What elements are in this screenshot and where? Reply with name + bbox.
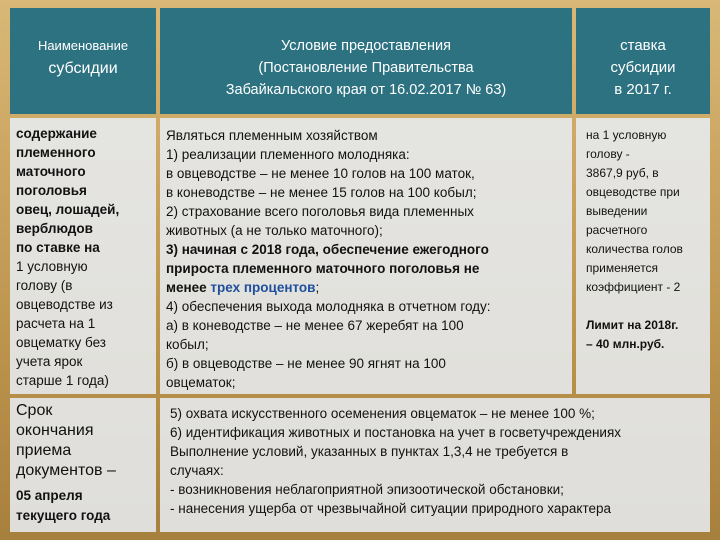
rate-line: количества голов [586,242,683,256]
deadline-label-line: документов – [16,462,116,479]
condition-line: б) в овцеводстве – не менее 90 ягнят на 100 [166,356,446,371]
header-subsidy-name-line1: Наименование [37,38,129,53]
header-rate [576,8,710,114]
condition-line: в овцеводстве – не менее 10 голов на 100 маток, [166,166,475,181]
subsidy-table [10,8,710,532]
header-subsidy-name-line2: субсидии [48,60,118,77]
header-condition-line: Забайкальского края от 16.02.2017 № 63) [225,82,507,98]
deadline-date-line: текущего года [16,508,111,523]
condition-text: ; [315,280,320,295]
condition-line: а) в коневодстве – не менее 67 жеребят на 100 [166,318,464,333]
condition-line: 1) реализации племенного молодняка: [166,147,410,162]
deadline-label-line: окончания [16,422,94,439]
header-condition [160,8,572,114]
condition-line: - нанесения ущерба от чрезвычайной ситуации природного характера [170,501,612,516]
condition-line: животных (а не только маточного); [166,223,383,238]
rate-line: выведении [586,204,648,218]
deadline-label-line: приема [16,442,72,459]
condition-line: случаях: [170,463,224,478]
subsidy-name-line: содержание [16,126,97,141]
condition-line: прироста племенного маточного поголовья не [166,261,480,276]
condition-line: кобыл; [166,337,209,352]
header-rate-line: ставка [620,37,666,54]
condition-line: 6) идентификация животных и постановка на учет в госветучреждениях [170,425,622,440]
rate-line: голову - [586,147,630,161]
subsidy-name-line: маточного [16,164,86,179]
subsidy-name-line: голову (в [16,278,73,293]
condition-line: 3) начиная с 2018 года, обеспечение ежегодного [166,242,489,257]
row1-subsidy-name [10,118,156,394]
subsidy-name-line: старше 1 года) [16,373,109,388]
condition-line: - возникновения неблагоприятной эпизоотической обстановки; [170,482,564,497]
header-condition-line: (Постановление Правительства [258,60,474,76]
rate-line: овцеводстве при [586,185,680,199]
deadline-date-line: 05 апреля [16,488,83,503]
rate-line: коэффициент - 2 [586,280,681,294]
subsidy-name-line: племенного [16,145,96,160]
deadline-label-line: Срок [16,402,53,419]
subsidy-name-line: поголовья [16,183,87,198]
subsidy-name-line: овец, лошадей, [16,202,120,217]
subsidy-name-line: расчета на 1 [16,316,96,331]
condition-line: в коневодстве – не менее 15 голов на 100 кобыл; [166,185,477,200]
subsidy-name-line: 1 условную [16,259,88,274]
subsidy-name-line: верблюдов [16,221,93,236]
rate-line: 3867,9 руб, в [586,166,659,180]
limit-line: Лимит на 2018г. [586,318,679,332]
header-rate-line: субсидии [610,59,676,76]
header-condition-line: Условие предоставления [281,38,451,54]
subsidy-name-line: учета ярок [16,354,83,369]
rate-line: применяется [586,261,659,275]
header-rate-line: в 2017 г. [614,81,672,98]
row1-rate [576,118,710,394]
rate-line: на 1 условную [586,128,667,142]
row2-deadline [10,398,156,532]
row2-conditions [160,398,710,532]
subsidy-name-line: по ставке на [16,240,100,255]
rate-line: расчетного [586,223,648,237]
condition-line: овцематок; [166,375,236,390]
subsidy-name-line: овцеводстве из [16,297,113,312]
condition-line: 2) страхование всего поголовья вида племенных [166,204,474,219]
limit-line: – 40 млн.руб. [586,337,665,351]
subsidy-name-line: овцематку без [16,335,106,350]
condition-text: менее [166,280,211,295]
condition-line [166,280,319,295]
three-percent-highlight: трех процентов [210,280,316,295]
condition-line: 4) обеспечения выхода молодняка в отчетном году: [166,299,491,314]
header-subsidy-name [10,8,156,114]
row1-conditions [160,118,572,394]
condition-line: Являться племенным хозяйством [166,128,378,143]
condition-line: Выполнение условий, указанных в пунктах 1,3,4 не требуется в [170,444,569,459]
condition-line: 5) охвата искусственного осеменения овцематок – не менее 100 %; [170,406,595,421]
